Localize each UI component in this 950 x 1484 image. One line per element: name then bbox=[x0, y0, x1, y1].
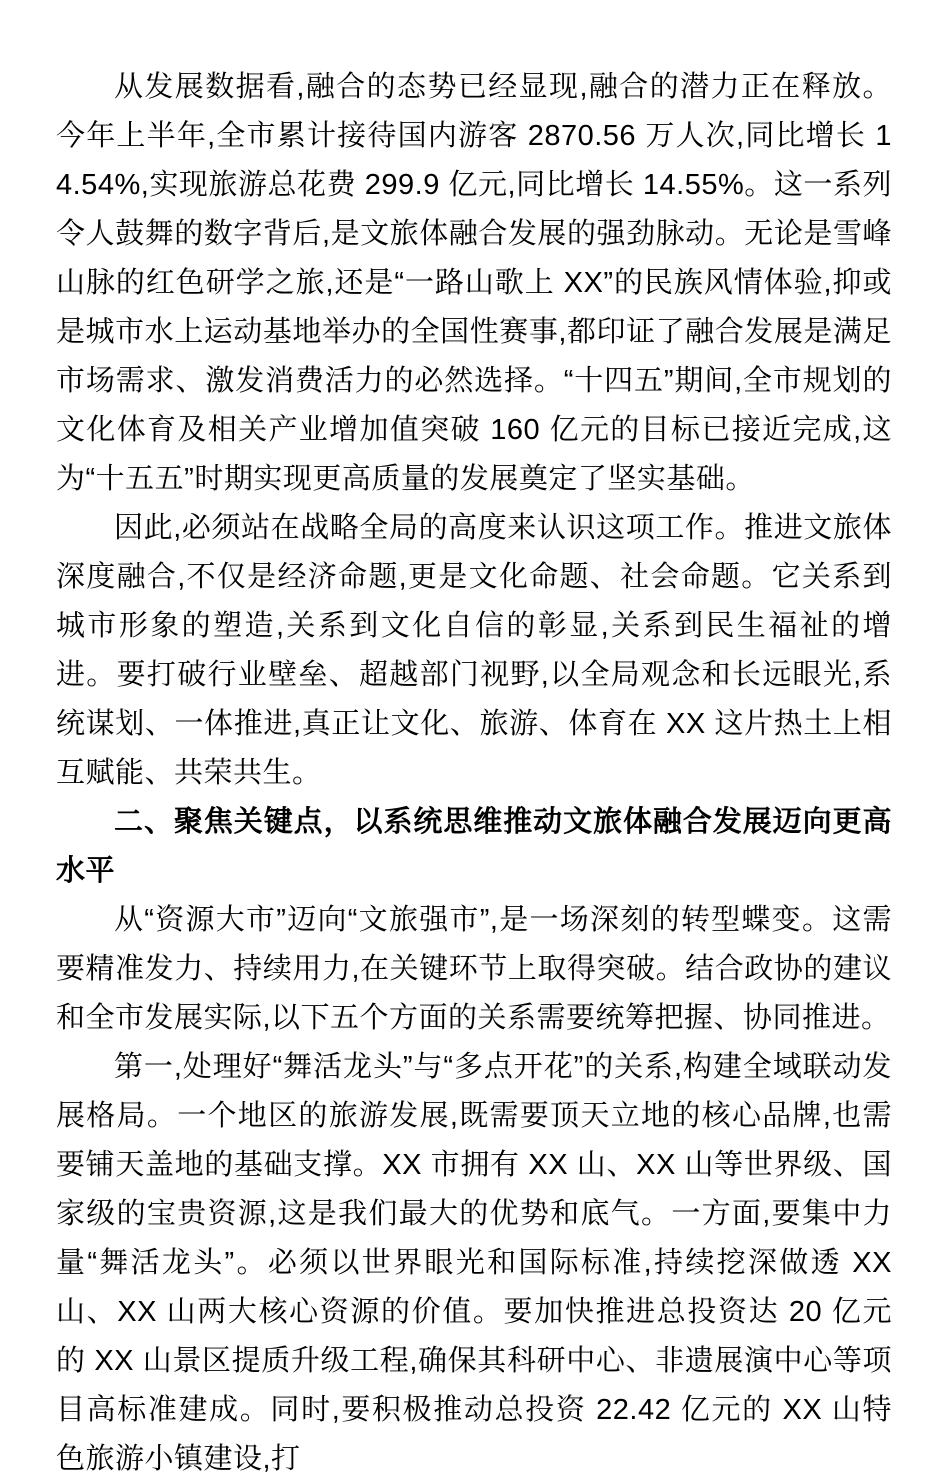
paragraph-first-relationship: 第一,处理好“舞活龙头”与“多点开花”的关系,构建全域联动发展格局。一个地区的旅游发展,既需要顶天立地的核心品牌,也需要铺天盖地的基础支撑。XX 市拥有 XX 山、XX 山等世界级、国家级的宝贵资源,这是我们最大的优势和底气。一方面,要集中力量“舞活龙头”。必须以世界眼光和国际标准,持续挖深做透 XX 山、XX 山两大核心资源的价值。要加快推进总投资达 20 亿元的 XX 山景区提质升级工程,确保其科研中心、非遗展演中心等项目高标准建成。同时,要积极推动总投资 22.42 亿元的 XX 山特色旅游小镇建设,打 bbox=[56, 1051, 892, 1475]
paragraph-transformation: 从“资源大市”迈向“文旅强市”,是一场深刻的转型蝶变。这需要精准发力、持续用力,在关键环节上取得突破。结合政协的建议和全市发展实际,以下五个方面的关系需要统筹把握、协同推进。 bbox=[56, 904, 892, 1034]
paragraph-development-data: 从发展数据看,融合的态势已经显现,融合的潜力正在释放。今年上半年,全市累计接待国内游客 2870.56 万人次,同比增长 14.54%,实现旅游总花费 299.9 亿元,同比增长 14.55%。这一系列令人鼓舞的数字背后,是文旅体融合发展的强劲脉动。无论是雪峰山脉的红色研学之旅,还是“一路山歌上 XX”的民族风情体验,抑或是城市水上运动基地举办的全国性赛事,都印证了融合发展是满足市场需求、激发消费活力的必然选择。“十四五”期间,全市规划的文化体育及相关产业增加值突破 160 亿元的目标已接近完成,这为“十五五”时期实现更高质量的发展奠定了坚实基础。 bbox=[56, 71, 892, 495]
section-heading-2: 二、聚焦关键点，以系统思维推动文旅体融合发展迈向更高水平 bbox=[56, 806, 892, 887]
paragraph-strategic-significance: 因此,必须站在战略全局的高度来认识这项工作。推进文旅体深度融合,不仅是经济命题,更是文化命题、社会命题。它关系到城市形象的塑造,关系到文化自信的彰显,关系到民生福祉的增进。要打破行业壁垒、超越部门视野,以全局观念和长远眼光,系统谋划、一体推进,真正让文化、旅游、体育在 XX 这片热土上相互赋能、共荣共生。 bbox=[56, 512, 892, 789]
